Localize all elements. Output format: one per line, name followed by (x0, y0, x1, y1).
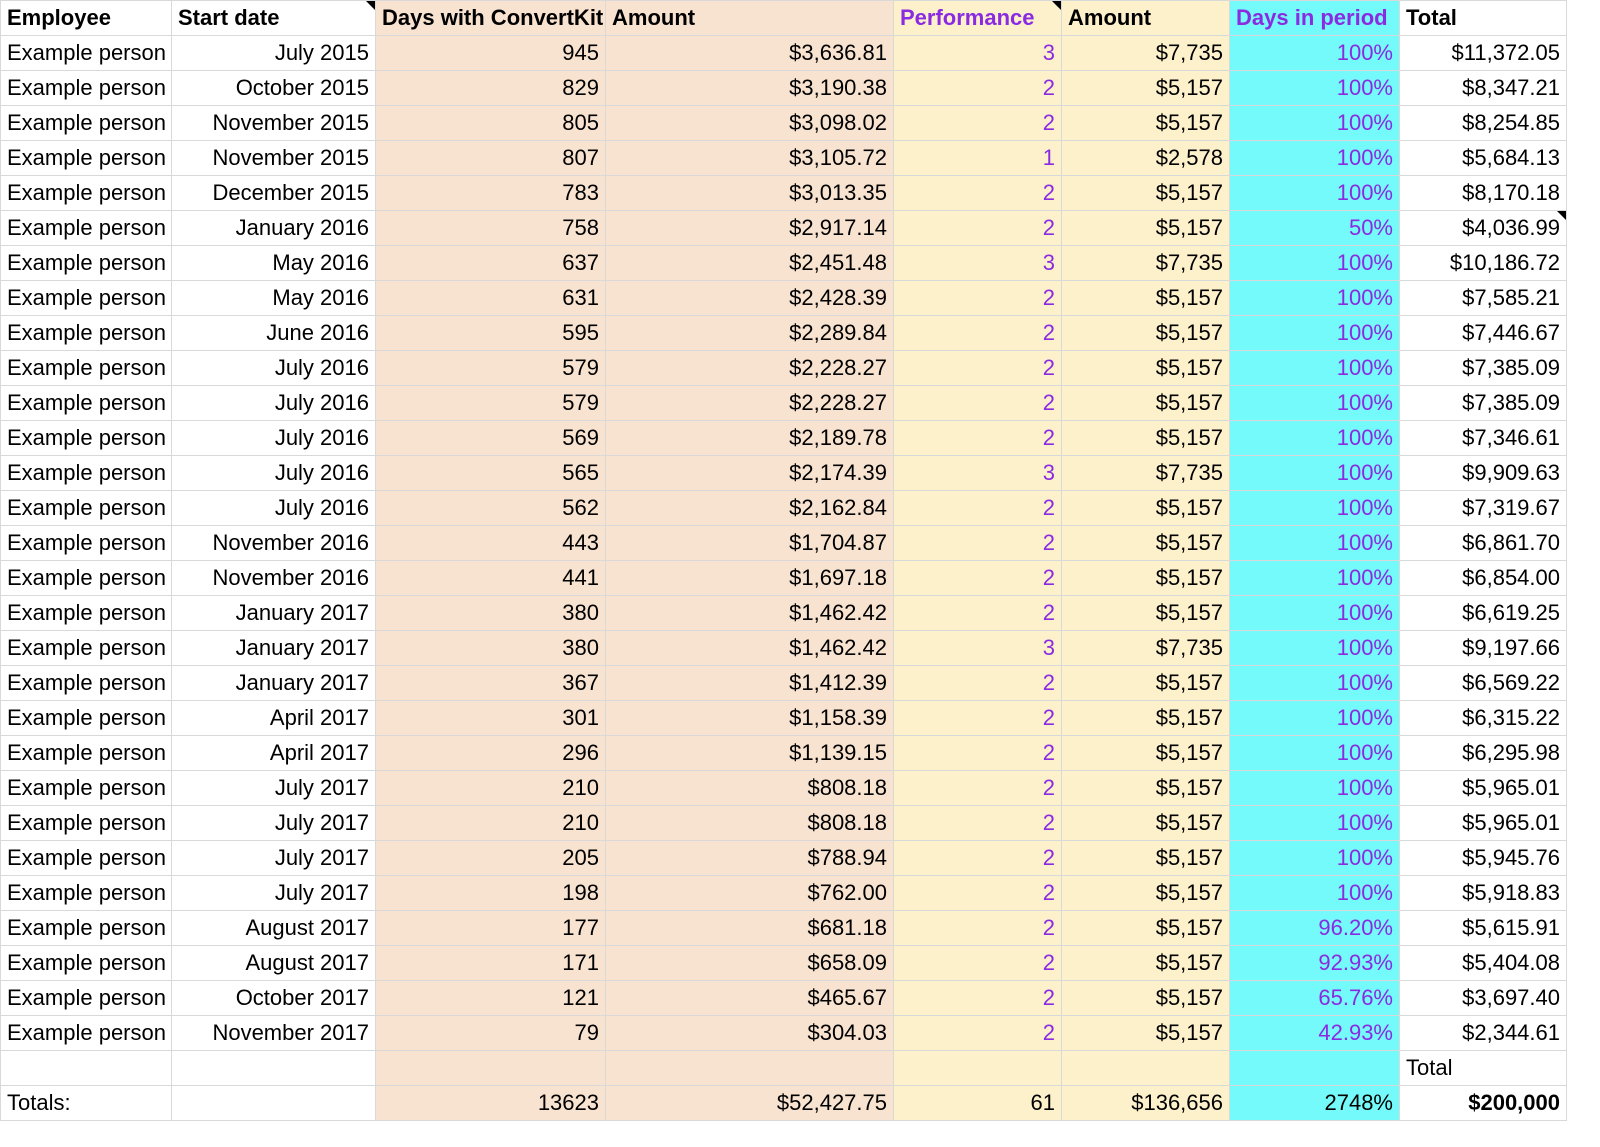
cell-performance[interactable]: 2 (894, 176, 1062, 211)
cell-amount[interactable]: $808.18 (606, 771, 894, 806)
cell-days-in-period[interactable]: 100% (1230, 71, 1400, 106)
cell-performance[interactable]: 3 (894, 246, 1062, 281)
cell-total[interactable]: $9,909.63 (1400, 456, 1567, 491)
cell-amount-2[interactable]: $5,157 (1062, 806, 1230, 841)
cell-days-in-period[interactable]: 42.93% (1230, 1016, 1400, 1051)
table-row (1, 1016, 1567, 1051)
cell-empty[interactable] (1, 1051, 172, 1086)
cell-days-with-convertkit[interactable]: 595 (376, 316, 606, 351)
cell-start-date[interactable]: July 2016 (172, 351, 376, 386)
cell-days-in-period[interactable]: 100% (1230, 806, 1400, 841)
sheet-body (1, 1, 1567, 1121)
table-row (1, 246, 1567, 281)
cell-amount[interactable]: $808.18 (606, 806, 894, 841)
cell-total[interactable]: $5,404.08 (1400, 946, 1567, 981)
cell-employee[interactable]: Example person (1, 456, 172, 491)
table-row (1, 36, 1567, 71)
header-total[interactable]: Total (1400, 1, 1567, 36)
cell-amount-2[interactable]: $5,157 (1062, 316, 1230, 351)
cell-start-date[interactable]: July 2016 (172, 421, 376, 456)
cell-total[interactable]: $5,965.01 (1400, 806, 1567, 841)
cell-days-with-convertkit[interactable]: 380 (376, 631, 606, 666)
cell-performance[interactable]: 2 (894, 211, 1062, 246)
cell-employee[interactable]: Example person (1, 946, 172, 981)
cell-amount[interactable]: $2,189.78 (606, 421, 894, 456)
cell-total[interactable]: $6,861.70 (1400, 526, 1567, 561)
cell-employee[interactable]: Example person (1, 771, 172, 806)
cell-days-with-convertkit[interactable]: 205 (376, 841, 606, 876)
cell-days-in-period[interactable]: 100% (1230, 596, 1400, 631)
cell-performance[interactable]: 3 (894, 456, 1062, 491)
cell-empty[interactable] (1230, 1051, 1400, 1086)
cell-total[interactable]: $4,036.99 (1400, 211, 1567, 246)
cell-amount-2[interactable]: $5,157 (1062, 526, 1230, 561)
cell-employee[interactable]: Example person (1, 351, 172, 386)
cell-amount[interactable]: $2,228.27 (606, 386, 894, 421)
cell-total[interactable]: $5,918.83 (1400, 876, 1567, 911)
cell-performance[interactable]: 2 (894, 526, 1062, 561)
cell-amount-2[interactable]: $5,157 (1062, 771, 1230, 806)
total-label-row (1, 1051, 1567, 1086)
cell-days-in-period[interactable]: 100% (1230, 176, 1400, 211)
cell-amount[interactable]: $1,139.15 (606, 736, 894, 771)
cell-performance[interactable]: 2 (894, 876, 1062, 911)
cell-days-in-period[interactable]: 100% (1230, 421, 1400, 456)
cell-performance[interactable]: 2 (894, 946, 1062, 981)
table-row (1, 596, 1567, 631)
cell-total[interactable]: $10,186.72 (1400, 246, 1567, 281)
cell-performance[interactable]: 2 (894, 421, 1062, 456)
cell-total[interactable]: $5,965.01 (1400, 771, 1567, 806)
cell-total[interactable]: $3,697.40 (1400, 981, 1567, 1016)
header-days-in-period[interactable]: Days in period (1230, 1, 1400, 36)
table-row (1, 981, 1567, 1016)
cell-employee[interactable]: Example person (1, 666, 172, 701)
cell-start-date[interactable]: November 2016 (172, 526, 376, 561)
cell-amount-2[interactable]: $5,157 (1062, 701, 1230, 736)
cell-amount-2[interactable]: $5,157 (1062, 596, 1230, 631)
header-row (1, 1, 1567, 36)
cell-amount[interactable]: $2,428.39 (606, 281, 894, 316)
cell-days-with-convertkit[interactable]: 829 (376, 71, 606, 106)
table-row (1, 141, 1567, 176)
totals-performance[interactable]: 61 (894, 1086, 1062, 1121)
totals-row (1, 1086, 1567, 1121)
cell-start-date[interactable]: June 2016 (172, 316, 376, 351)
cell-employee[interactable]: Example person (1, 421, 172, 456)
cell-amount-2[interactable]: $5,157 (1062, 106, 1230, 141)
cell-days-with-convertkit[interactable]: 758 (376, 211, 606, 246)
cell-amount[interactable]: $1,158.39 (606, 701, 894, 736)
cell-start-date[interactable]: July 2017 (172, 841, 376, 876)
cell-days-in-period[interactable]: 100% (1230, 841, 1400, 876)
totals-amount-2[interactable]: $136,656 (1062, 1086, 1230, 1121)
cell-total[interactable]: $2,344.61 (1400, 1016, 1567, 1051)
cell-performance[interactable]: 1 (894, 141, 1062, 176)
cell-employee[interactable]: Example person (1, 911, 172, 946)
cell-amount-2[interactable]: $5,157 (1062, 666, 1230, 701)
cell-performance[interactable]: 2 (894, 106, 1062, 141)
cell-empty[interactable] (606, 1051, 894, 1086)
cell-empty[interactable] (376, 1051, 606, 1086)
cell-start-date[interactable]: May 2016 (172, 281, 376, 316)
cell-total[interactable]: $7,319.67 (1400, 491, 1567, 526)
cell-days-in-period[interactable]: 100% (1230, 36, 1400, 71)
cell-amount[interactable]: $1,462.42 (606, 596, 894, 631)
cell-start-date[interactable]: January 2017 (172, 666, 376, 701)
cell-days-in-period[interactable]: 65.76% (1230, 981, 1400, 1016)
cell-employee[interactable]: Example person (1, 491, 172, 526)
table-row (1, 911, 1567, 946)
cell-days-with-convertkit[interactable]: 171 (376, 946, 606, 981)
cell-total[interactable]: $7,585.21 (1400, 281, 1567, 316)
cell-total[interactable]: $7,346.61 (1400, 421, 1567, 456)
cell-days-with-convertkit[interactable]: 805 (376, 106, 606, 141)
cell-amount-2[interactable]: $7,735 (1062, 246, 1230, 281)
cell-days-in-period[interactable]: 100% (1230, 246, 1400, 281)
cell-employee[interactable]: Example person (1, 71, 172, 106)
cell-employee[interactable]: Example person (1, 981, 172, 1016)
cell-employee[interactable]: Example person (1, 701, 172, 736)
cell-total[interactable]: $5,945.76 (1400, 841, 1567, 876)
cell-total[interactable]: $6,315.22 (1400, 701, 1567, 736)
cell-performance[interactable]: 3 (894, 631, 1062, 666)
cell-total[interactable]: $11,372.05 (1400, 36, 1567, 71)
table-row (1, 316, 1567, 351)
cell-days-in-period[interactable]: 100% (1230, 491, 1400, 526)
cell-employee[interactable]: Example person (1, 526, 172, 561)
table-row (1, 771, 1567, 806)
cell-empty[interactable] (172, 1086, 376, 1121)
cell-performance[interactable]: 2 (894, 386, 1062, 421)
cell-days-with-convertkit[interactable]: 210 (376, 771, 606, 806)
cell-days-in-period[interactable]: 100% (1230, 141, 1400, 176)
cell-employee[interactable]: Example person (1, 386, 172, 421)
cell-amount[interactable]: $2,917.14 (606, 211, 894, 246)
cell-amount[interactable]: $1,462.42 (606, 631, 894, 666)
cell-days-in-period[interactable]: 100% (1230, 281, 1400, 316)
cell-employee[interactable]: Example person (1, 316, 172, 351)
table-row (1, 211, 1567, 246)
cell-amount[interactable]: $788.94 (606, 841, 894, 876)
cell-days-with-convertkit[interactable]: 562 (376, 491, 606, 526)
cell-days-with-convertkit[interactable]: 569 (376, 421, 606, 456)
cell-days-in-period[interactable]: 100% (1230, 736, 1400, 771)
cell-days-in-period[interactable]: 96.20% (1230, 911, 1400, 946)
cell-total[interactable]: $5,615.91 (1400, 911, 1567, 946)
cell-amount-2[interactable]: $5,157 (1062, 841, 1230, 876)
cell-start-date[interactable]: January 2017 (172, 596, 376, 631)
cell-days-with-convertkit[interactable]: 579 (376, 386, 606, 421)
cell-start-date[interactable]: November 2015 (172, 106, 376, 141)
cell-days-with-convertkit[interactable]: 945 (376, 36, 606, 71)
cell-days-with-convertkit[interactable]: 367 (376, 666, 606, 701)
table-row (1, 281, 1567, 316)
cell-start-date[interactable]: July 2017 (172, 876, 376, 911)
cell-performance[interactable]: 2 (894, 701, 1062, 736)
cell-amount-2[interactable]: $2,578 (1062, 141, 1230, 176)
cell-employee[interactable]: Example person (1, 281, 172, 316)
table-row (1, 806, 1567, 841)
cell-days-with-convertkit[interactable]: 198 (376, 876, 606, 911)
cell-days-with-convertkit[interactable]: 631 (376, 281, 606, 316)
cell-amount-2[interactable]: $5,157 (1062, 351, 1230, 386)
cell-days-in-period[interactable]: 100% (1230, 386, 1400, 421)
cell-performance[interactable]: 3 (894, 36, 1062, 71)
cell-total[interactable]: $5,684.13 (1400, 141, 1567, 176)
cell-empty[interactable] (1062, 1051, 1230, 1086)
cell-days-in-period[interactable]: 100% (1230, 771, 1400, 806)
cell-start-date[interactable]: April 2017 (172, 736, 376, 771)
table-row (1, 736, 1567, 771)
table-row (1, 421, 1567, 456)
cell-empty[interactable] (894, 1051, 1062, 1086)
cell-amount-2[interactable]: $5,157 (1062, 71, 1230, 106)
cell-days-with-convertkit[interactable]: 579 (376, 351, 606, 386)
table-row (1, 106, 1567, 141)
cell-performance[interactable]: 2 (894, 806, 1062, 841)
cell-start-date[interactable]: November 2015 (172, 141, 376, 176)
cell-days-with-convertkit[interactable]: 807 (376, 141, 606, 176)
table-row (1, 386, 1567, 421)
cell-days-in-period[interactable]: 100% (1230, 666, 1400, 701)
cell-days-in-period[interactable]: 100% (1230, 561, 1400, 596)
cell-days-in-period[interactable]: 100% (1230, 316, 1400, 351)
cell-total[interactable]: $7,446.67 (1400, 316, 1567, 351)
cell-total[interactable]: $6,295.98 (1400, 736, 1567, 771)
cell-employee[interactable]: Example person (1, 631, 172, 666)
cell-amount[interactable]: $3,105.72 (606, 141, 894, 176)
cell-total[interactable]: $8,347.21 (1400, 71, 1567, 106)
cell-amount-2[interactable]: $5,157 (1062, 1016, 1230, 1051)
cell-start-date[interactable]: August 2017 (172, 946, 376, 981)
cell-amount-2[interactable]: $7,735 (1062, 36, 1230, 71)
cell-total[interactable]: $7,385.09 (1400, 386, 1567, 421)
cell-start-date[interactable]: August 2017 (172, 911, 376, 946)
header-start-date[interactable]: Start date (172, 1, 376, 36)
cell-amount-2[interactable]: $5,157 (1062, 561, 1230, 596)
cell-amount[interactable]: $2,174.39 (606, 456, 894, 491)
cell-employee[interactable]: Example person (1, 876, 172, 911)
cell-days-with-convertkit[interactable]: 565 (376, 456, 606, 491)
cell-performance[interactable]: 2 (894, 316, 1062, 351)
cell-days-with-convertkit[interactable]: 121 (376, 981, 606, 1016)
cell-amount[interactable]: $681.18 (606, 911, 894, 946)
cell-days-with-convertkit[interactable]: 441 (376, 561, 606, 596)
cell-employee[interactable]: Example person (1, 36, 172, 71)
cell-performance[interactable]: 2 (894, 71, 1062, 106)
cell-amount[interactable]: $3,013.35 (606, 176, 894, 211)
cell-performance[interactable]: 2 (894, 911, 1062, 946)
cell-days-with-convertkit[interactable]: 210 (376, 806, 606, 841)
cell-amount-2[interactable]: $5,157 (1062, 421, 1230, 456)
cell-amount[interactable]: $1,697.18 (606, 561, 894, 596)
cell-amount[interactable]: $2,289.84 (606, 316, 894, 351)
cell-employee[interactable]: Example person (1, 1016, 172, 1051)
cell-start-date[interactable]: December 2015 (172, 176, 376, 211)
cell-start-date[interactable]: July 2016 (172, 456, 376, 491)
cell-employee[interactable]: Example person (1, 211, 172, 246)
table-row (1, 946, 1567, 981)
cell-total[interactable]: $9,197.66 (1400, 631, 1567, 666)
cell-employee[interactable]: Example person (1, 141, 172, 176)
cell-days-with-convertkit[interactable]: 301 (376, 701, 606, 736)
cell-amount[interactable]: $1,412.39 (606, 666, 894, 701)
cell-amount[interactable]: $3,636.81 (606, 36, 894, 71)
cell-employee[interactable]: Example person (1, 736, 172, 771)
cell-days-with-convertkit[interactable]: 637 (376, 246, 606, 281)
cell-amount[interactable]: $762.00 (606, 876, 894, 911)
cell-amount-2[interactable]: $5,157 (1062, 946, 1230, 981)
totals-days-in-period[interactable]: 2748% (1230, 1086, 1400, 1121)
cell-start-date[interactable]: July 2016 (172, 491, 376, 526)
cell-days-in-period[interactable]: 100% (1230, 631, 1400, 666)
total-label[interactable]: Total (1400, 1051, 1567, 1086)
header-performance[interactable]: Performance (894, 1, 1062, 36)
cell-total[interactable]: $6,619.25 (1400, 596, 1567, 631)
cell-days-in-period[interactable]: 100% (1230, 876, 1400, 911)
cell-start-date[interactable]: July 2016 (172, 386, 376, 421)
cell-days-in-period[interactable]: 92.93% (1230, 946, 1400, 981)
cell-total[interactable]: $6,854.00 (1400, 561, 1567, 596)
cell-amount[interactable]: $2,228.27 (606, 351, 894, 386)
cell-start-date[interactable]: October 2017 (172, 981, 376, 1016)
cell-amount-2[interactable]: $5,157 (1062, 876, 1230, 911)
cell-start-date[interactable]: October 2015 (172, 71, 376, 106)
cell-start-date[interactable]: January 2017 (172, 631, 376, 666)
header-amount-2[interactable]: Amount (1062, 1, 1230, 36)
table-row (1, 71, 1567, 106)
cell-days-with-convertkit[interactable]: 177 (376, 911, 606, 946)
cell-amount-2[interactable]: $5,157 (1062, 281, 1230, 316)
table-row (1, 876, 1567, 911)
totals-label[interactable]: Totals: (1, 1086, 172, 1121)
cell-employee[interactable]: Example person (1, 806, 172, 841)
cell-employee[interactable]: Example person (1, 841, 172, 876)
cell-amount-2[interactable]: $7,735 (1062, 631, 1230, 666)
header-amount[interactable]: Amount (606, 1, 894, 36)
cell-amount[interactable]: $2,162.84 (606, 491, 894, 526)
cell-days-with-convertkit[interactable]: 443 (376, 526, 606, 561)
cell-amount-2[interactable]: $5,157 (1062, 386, 1230, 421)
cell-performance[interactable]: 2 (894, 771, 1062, 806)
table-row (1, 176, 1567, 211)
cell-performance[interactable]: 2 (894, 561, 1062, 596)
cell-start-date[interactable]: July 2017 (172, 771, 376, 806)
cell-days-with-convertkit[interactable]: 783 (376, 176, 606, 211)
table-row (1, 491, 1567, 526)
cell-performance[interactable]: 2 (894, 981, 1062, 1016)
cell-amount[interactable]: $658.09 (606, 946, 894, 981)
cell-total[interactable]: $7,385.09 (1400, 351, 1567, 386)
cell-start-date[interactable]: November 2017 (172, 1016, 376, 1051)
cell-days-with-convertkit[interactable]: 79 (376, 1016, 606, 1051)
table-row (1, 666, 1567, 701)
cell-total[interactable]: $8,170.18 (1400, 176, 1567, 211)
table-row (1, 561, 1567, 596)
cell-performance[interactable]: 2 (894, 351, 1062, 386)
cell-start-date[interactable]: July 2015 (172, 36, 376, 71)
cell-amount-2[interactable]: $5,157 (1062, 736, 1230, 771)
cell-employee[interactable]: Example person (1, 596, 172, 631)
cell-days-in-period[interactable]: 100% (1230, 351, 1400, 386)
cell-amount[interactable]: $3,098.02 (606, 106, 894, 141)
cell-amount[interactable]: $465.67 (606, 981, 894, 1016)
cell-total[interactable]: $8,254.85 (1400, 106, 1567, 141)
cell-days-in-period[interactable]: 100% (1230, 106, 1400, 141)
totals-days[interactable]: 13623 (376, 1086, 606, 1121)
table-row (1, 701, 1567, 736)
cell-total[interactable]: $6,569.22 (1400, 666, 1567, 701)
cell-amount[interactable]: $2,451.48 (606, 246, 894, 281)
cell-performance[interactable]: 2 (894, 596, 1062, 631)
cell-start-date[interactable]: July 2017 (172, 806, 376, 841)
header-employee[interactable]: Employee (1, 1, 172, 36)
cell-performance[interactable]: 2 (894, 281, 1062, 316)
cell-amount[interactable]: $304.03 (606, 1016, 894, 1051)
cell-employee[interactable]: Example person (1, 176, 172, 211)
cell-start-date[interactable]: April 2017 (172, 701, 376, 736)
table-row (1, 841, 1567, 876)
cell-amount[interactable]: $3,190.38 (606, 71, 894, 106)
cell-amount-2[interactable]: $5,157 (1062, 911, 1230, 946)
cell-employee[interactable]: Example person (1, 246, 172, 281)
table-row (1, 351, 1567, 386)
cell-performance[interactable]: 2 (894, 736, 1062, 771)
cell-days-with-convertkit[interactable]: 380 (376, 596, 606, 631)
cell-performance[interactable]: 2 (894, 841, 1062, 876)
cell-amount-2[interactable]: $5,157 (1062, 491, 1230, 526)
totals-amount[interactable]: $52,427.75 (606, 1086, 894, 1121)
cell-days-in-period[interactable]: 100% (1230, 701, 1400, 736)
totals-total[interactable]: $200,000 (1400, 1086, 1567, 1121)
cell-performance[interactable]: 2 (894, 666, 1062, 701)
cell-amount[interactable]: $1,704.87 (606, 526, 894, 561)
header-days-with-convertkit[interactable]: Days with ConvertKit (376, 1, 606, 36)
cell-empty[interactable] (172, 1051, 376, 1086)
cell-employee[interactable]: Example person (1, 106, 172, 141)
cell-amount-2[interactable]: $5,157 (1062, 981, 1230, 1016)
cell-performance[interactable]: 2 (894, 1016, 1062, 1051)
cell-performance[interactable]: 2 (894, 491, 1062, 526)
cell-start-date[interactable]: January 2016 (172, 211, 376, 246)
table-row (1, 631, 1567, 666)
cell-employee[interactable]: Example person (1, 561, 172, 596)
cell-days-in-period[interactable]: 50% (1230, 211, 1400, 246)
cell-days-with-convertkit[interactable]: 296 (376, 736, 606, 771)
cell-start-date[interactable]: November 2016 (172, 561, 376, 596)
table-row (1, 456, 1567, 491)
cell-amount-2[interactable]: $5,157 (1062, 176, 1230, 211)
cell-days-in-period[interactable]: 100% (1230, 526, 1400, 561)
cell-amount-2[interactable]: $7,735 (1062, 456, 1230, 491)
cell-amount-2[interactable]: $5,157 (1062, 211, 1230, 246)
cell-days-in-period[interactable]: 100% (1230, 456, 1400, 491)
table-row (1, 526, 1567, 561)
cell-start-date[interactable]: May 2016 (172, 246, 376, 281)
